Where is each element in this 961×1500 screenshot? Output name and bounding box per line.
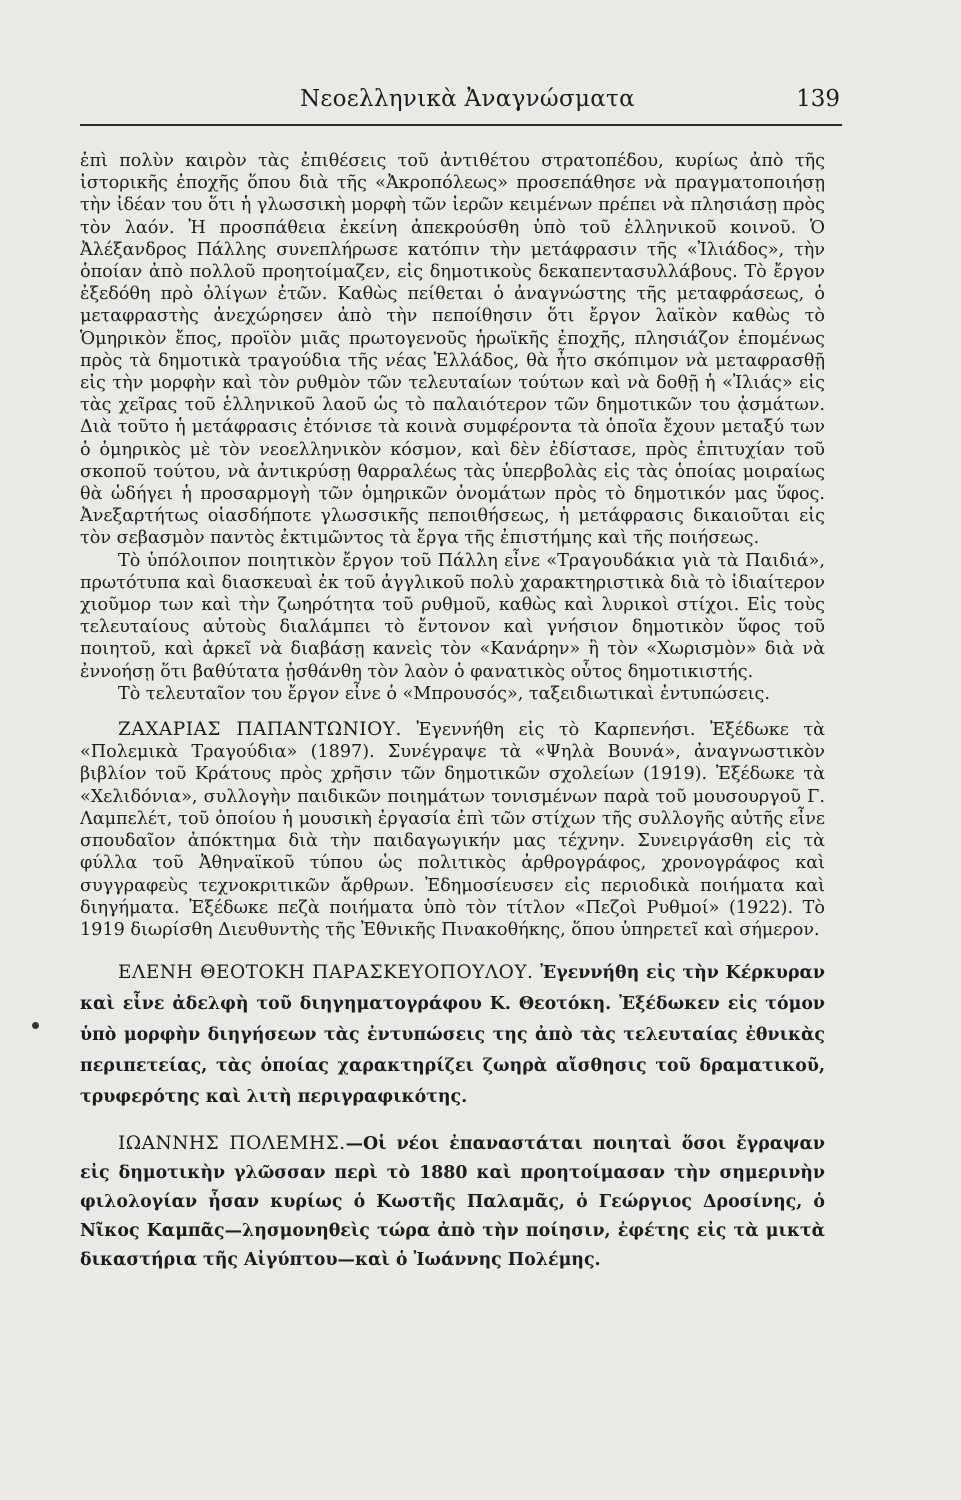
entry-name: ΕΛΕΝΗ ΘΕΟΤΟΚΗ ΠΑΡΑΣΚΕΥΟΠΟΥΛΟΥ.: [118, 962, 534, 984]
entry-papantoniou: [80, 719, 825, 941]
header-rule: [80, 124, 842, 126]
paragraph-palles-iliad: ἐπὶ πολὺν καιρὸν τὰς ἐπιθέσεις τοῦ ἀντιθέτου στρατοπέδου, κυρίως ἀπὸ τῆς ἱστορικῆς ἐποχῆς ὅπου διὰ τῆς «Ἀκροπόλεως» προσεπάθησε νὰ πραγματοποιήσῃ τὴν ἰδέαν του ὅτι ἡ γλωσσικὴ μορφὴ τῶν ἱερῶν κειμένων πρέπει νὰ πλησιάσῃ πρὸς τὸν λαόν. Ἡ προσπάθεια ἐκείνη ἀπεκρούσθη ὑπὸ τοῦ ἑλληνικοῦ κοινοῦ. Ὁ Ἀλέξανδρος Πάλλης συνεπλήρωσε κατόπιν τὴν μετάφρασιν τῆς «Ἰλιάδος», τὴν ὁποίαν ἀπὸ πολλοῦ προητοίμαζεν, εἰς δημοτικοὺς δεκαπεντασυλλάβους. Τὸ ἔργον ἐξεδόθη πρὸ ὀλίγων ἐτῶν. Καθὼς πείθεται ὁ ἀναγνώστης τῆς μεταφράσεως, ὁ μεταφραστὴς ἀνεχώρησεν ἀπὸ τὴν πεποίθησιν ὅτι ἔργον λαϊκὸν καθὼς τὸ Ὁμηρικὸν ἔπος, προϊὸν μιᾶς πρωτογενοῦς ἡρωϊκῆς ἐποχῆς, πλησιάζον ἑπομένως πρὸς τὰ δημοτικὰ τραγούδια τῆς νέας Ἑλλάδος, θὰ ἦτο σκόπιμον νὰ μεταφρασθῇ εἰς τὴν μορφὴν καὶ τὸν ρυθμὸν τῶν τελευταίων τούτων καὶ νὰ δοθῇ ἡ «Ἰλιάς» εἰς τὰς χεῖρας τοῦ ἑλληνικοῦ λαοῦ ὡς τὸ παλαιότερον τῶν δημοτικῶν του ᾀσμάτων. Διὰ τοῦτο ἡ μετάφρασις ἐτόνισε τὰ κοινὰ συμφέροντα τὰ ὁποῖα ἔχουν μεταξύ των ὁ ὁμηρικὸς μὲ τὸν νεοελληνικὸν κόσμον, καὶ δὲν ἐδίστασε, πρὸς ἐπιτυχίαν τοῦ σκοποῦ τούτου, νὰ ἀντικρύσῃ θαρραλέως τὰς ὑπερβολὰς εἰς τὰς ὁποίας μοιραίως θὰ ὡδήγει ἡ προσαρμογὴ τῶν ὁμηρικῶν ὀνομάτων πρὸς τὸ δημοτικόν μας ὕφος. Ἀνεξαρτήτως οἱασδήποτε γλωσσικῆς πεποιθήσεως, ἡ μετάφρασις δικαιοῦται εἰς τὸν σεβασμὸν παντὸς ἐκτιμῶντος τὰ ἔργα τῆς ἐπιστήμης καὶ τῆς ποιήσεως.: [80, 151, 825, 549]
entry-text: Ἐγεννήθη εἰς τὴν Κέρκυραν καὶ εἶνε ἀδελφὴ τοῦ διηγηματογράφου Κ. Θεοτόκη. Ἐξέδωκεν εἰς τόμον ὑπὸ μορφὴν διηγήσεων τὰς ἐντυπώσεις της ἀπὸ τὰς τελευταίας ἐθνικὰς περιπετείας, τὰς ὁποίας χαρακτηρίζει ζωηρὰ αἴσθησις τοῦ δραματικοῦ, τρυφερότης καὶ λιτὴ περιγραφικότης.: [80, 963, 825, 1108]
paragraph-palles-last-work: Τὸ τελευταῖον του ἔργον εἶνε ὁ «Μπρουσός», ταξειδιωτικαὶ ἐντυπώσεις.: [118, 683, 770, 704]
page-number: 139: [796, 86, 840, 112]
body-text: [80, 150, 825, 1275]
page-header: [80, 84, 840, 120]
margin-mark: [32, 1022, 39, 1029]
running-title: Νεοελληνικὰ Ἀναγνώσματα: [300, 86, 635, 112]
paragraph-palles-works: Τὸ ὑπόλοιπον ποιητικὸν ἔργον τοῦ Πάλλη εἶνε «Τραγουδάκια γιὰ τὰ Παιδιά», πρωτότυπα καὶ διασκευαὶ ἐκ τοῦ ἀγγλικοῦ πολὺ χαρακτηριστικὰ διὰ τὸ ἰδιαίτερον χιοῦμορ των καὶ τὴν ζωηρότητα τοῦ ρυθμοῦ, καθὼς καὶ λυρικοὶ στίχοι. Εἰς τοὺς τελευταίους αὐτοὺς διαλάμπει τὸ ἔντονον καὶ γνήσιον δημοτικὸν ὕφος τοῦ ποιητοῦ, καὶ ἀρκεῖ νὰ διαβάσῃ κανεὶς τὸν «Κανάρην» ἢ τὸν «Χωρισμὸν» διὰ νὰ ἐννοήσῃ ὅτι βαθύτατα ᾐσθάνθη τὸν λαὸν ὁ φανατικὸς οὗτος δημοτικιστής.: [80, 550, 825, 682]
entry-theotoki: [80, 957, 825, 1113]
entry-text: —Οἱ νέοι ἐπαναστάται ποιηταὶ ὅσοι ἔγραψαν εἰς δημοτικὴν γλῶσσαν περὶ τὸ 1880 καὶ προητοίμασαν τὴν σημερινὴν φιλολογίαν ἦσαν κυρίως ὁ Κωστῆς Παλαμᾶς, ὁ Γεώργιος Δροσίνης, ὁ Νῖκος Καμπᾶς—λησμονηθεὶς τώρα ἀπὸ τὴν ποίησιν, ἐφέτης εἰς τὰ μικτὰ δικαστήρια τῆς Αἰγύπτου—καὶ ὁ Ἰωάννης Πολέμης.: [80, 1134, 825, 1271]
entry-text: Ἐγεννήθη εἰς τὸ Καρπενήσι. Ἐξέδωκε τὰ «Πολεμικὰ Τραγούδια» (1897). Συνέγραψε τὰ «Ψηλὰ Βουνά», ἀναγνωστικὸν βιβλίον τοῦ Κράτους πρὸς χρῆσιν τῶν δημοτικῶν σχολείων (1919). Ἐξέδωκε τὰ «Χελιδόνια», συλλογὴν παιδικῶν ποιημάτων τονισμένων παρὰ τοῦ μουσουργοῦ Γ. Λαμπελέτ, τοῦ ὁποίου ἡ μουσικὴ ἐργασία ἐπὶ τῶν στίχων τῆς συλλογῆς αὐτῆς εἶνε σπουδαῖον ἀπόκτημα διὰ τὴν παιδαγωγικήν μας τέχνην. Συνειργάσθη εἰς τὰ φύλλα τοῦ Ἀθηναϊκοῦ τύπου ὡς πολιτικὸς ἀρθρογράφος, χρονογράφος καὶ συγγραφεὺς τεχνοκριτικῶν ἄρθρων. Ἐδημοσίευσεν εἰς περιοδικὰ ποιήματα καὶ διηγήματα. Ἐξέδωκε πεζὰ ποιήματα ὑπὸ τὸν τίτλον «Πεζοὶ Ρυθμοί» (1922). Τὸ 1919 διωρίσθη Διευθυντὴς τῆς Ἐθνικῆς Πινακοθήκης, ὅπου ὑπηρετεῖ καὶ σήμερον.: [80, 720, 825, 940]
entry-name: ΙΩΑΝΝΗΣ ΠΟΛΕΜΗΣ.: [118, 1133, 346, 1155]
entry-name: ΖΑΧΑΡΙΑΣ ΠΑΠΑΝΤΩΝΙΟΥ.: [118, 719, 402, 741]
entry-polemis: [80, 1129, 825, 1275]
